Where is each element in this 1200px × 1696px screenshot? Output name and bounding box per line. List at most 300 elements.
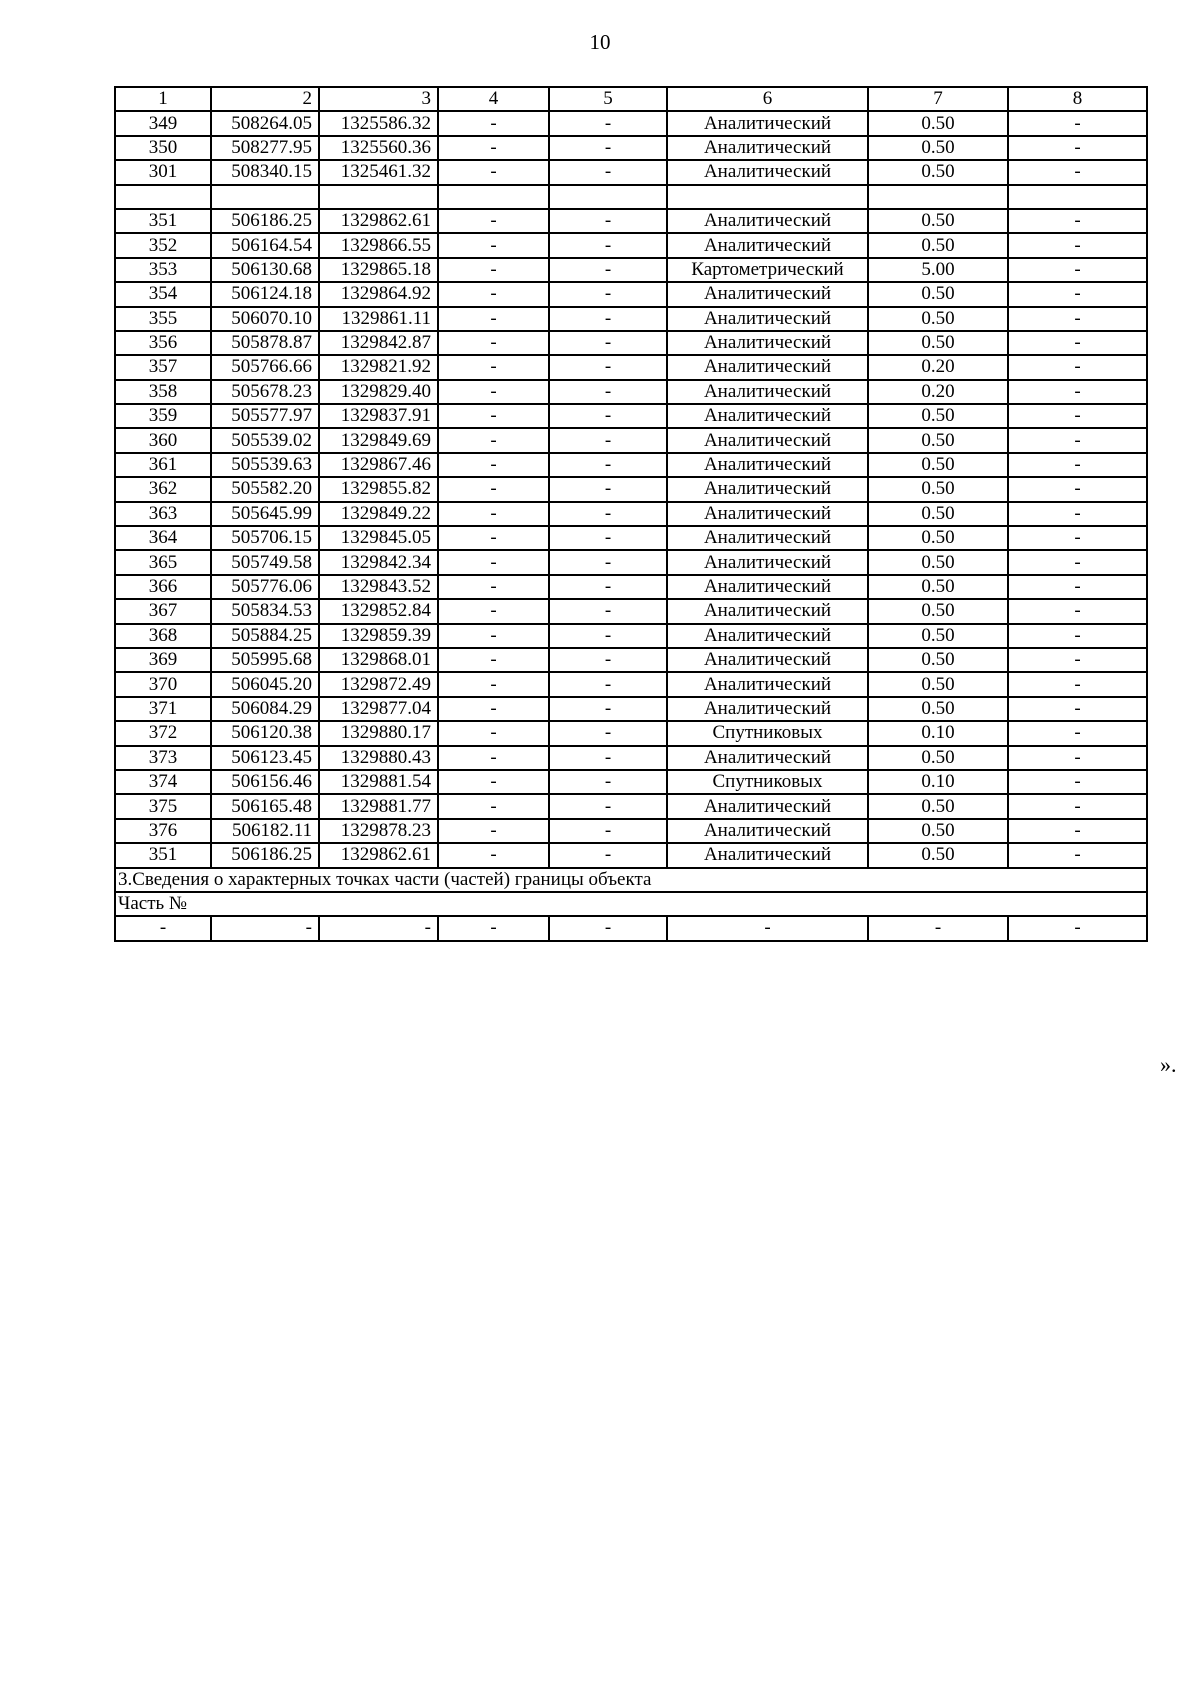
table-cell-col-5: - [549, 916, 667, 940]
table-cell-col-1: 359 [115, 404, 211, 428]
table-cell-col-1: 354 [115, 282, 211, 306]
table-row [115, 258, 1147, 282]
table-cell-col-4: - [438, 575, 549, 599]
table-cell-col-1: 366 [115, 575, 211, 599]
table-cell-col-2: 505878.87 [211, 331, 319, 355]
table-cell-col-3: 1325560.36 [319, 136, 438, 160]
table-cell-col-3: 1329868.01 [319, 648, 438, 672]
table-cell-col-8: - [1008, 697, 1147, 721]
table-cell-col-7: 0.50 [868, 428, 1008, 452]
table-cell-col-7: 0.50 [868, 404, 1008, 428]
table-cell-col-2: 506186.25 [211, 209, 319, 233]
table-cell-col-8: - [1008, 916, 1147, 940]
table-cell-col-5: - [549, 404, 667, 428]
table-cell-col-4: - [438, 916, 549, 940]
table-cell-col-8: - [1008, 624, 1147, 648]
table-cell-col-3: 1329865.18 [319, 258, 438, 282]
table-cell-col-6: Аналитический [667, 380, 868, 404]
table-cell-col-6: Аналитический [667, 819, 868, 843]
table-cell-col-3: 1329829.40 [319, 380, 438, 404]
table-cell-col-6: - [667, 916, 868, 940]
table-cell-col-5: - [549, 233, 667, 257]
table-cell-col-6: Аналитический [667, 599, 868, 623]
table-cell-col-4: - [438, 111, 549, 135]
table-cell-col-3: 1329862.61 [319, 209, 438, 233]
table-cell-col-7: 0.50 [868, 160, 1008, 184]
table-cell-col-2: 506123.45 [211, 746, 319, 770]
table-cell-col-4: - [438, 697, 549, 721]
table-cell-empty [319, 185, 438, 209]
table-cell-col-8: - [1008, 526, 1147, 550]
table-cell-col-5: - [549, 648, 667, 672]
table-cell-col-7: 0.50 [868, 209, 1008, 233]
table-cell-col-5: - [549, 599, 667, 623]
table-cell-empty [868, 185, 1008, 209]
table-cell-col-5: - [549, 209, 667, 233]
table-cell-col-1: 349 [115, 111, 211, 135]
table-cell-col-4: - [438, 526, 549, 550]
table-row [115, 648, 1147, 672]
table-cell-col-8: - [1008, 843, 1147, 867]
table-cell-col-8: - [1008, 648, 1147, 672]
table-cell-col-8: - [1008, 672, 1147, 696]
table-cell-col-2: 506164.54 [211, 233, 319, 257]
table-cell-col-7: 0.10 [868, 770, 1008, 794]
table-cell-col-7: 0.50 [868, 819, 1008, 843]
table-cell-col-8: - [1008, 819, 1147, 843]
table-cell-col-8: - [1008, 209, 1147, 233]
table-cell-col-4: 4 [438, 87, 549, 111]
table-cell-col-5: - [549, 160, 667, 184]
table-cell-col-8: - [1008, 428, 1147, 452]
section-title-row [115, 868, 1147, 892]
table-cell-col-4: - [438, 453, 549, 477]
table-cell-col-7: 0.50 [868, 575, 1008, 599]
table-row [115, 380, 1147, 404]
table-cell-col-5: - [549, 672, 667, 696]
table-cell-col-1: 371 [115, 697, 211, 721]
table-cell-col-2: 2 [211, 87, 319, 111]
table-row [115, 404, 1147, 428]
table-cell-col-1: 368 [115, 624, 211, 648]
table-cell-col-2: 506186.25 [211, 843, 319, 867]
table-cell-col-2: 505582.20 [211, 477, 319, 501]
table-cell-col-2: - [211, 916, 319, 940]
table-cell-col-6: Аналитический [667, 453, 868, 477]
table-cell-col-4: - [438, 477, 549, 501]
table-cell-col-2: 505539.02 [211, 428, 319, 452]
table-cell-col-7: 0.50 [868, 282, 1008, 306]
table-cell-col-8: - [1008, 307, 1147, 331]
table-cell-col-7: 0.50 [868, 111, 1008, 135]
table-cell-col-1: - [115, 916, 211, 940]
table-cell-col-4: - [438, 404, 549, 428]
table-cell-col-7: 0.20 [868, 355, 1008, 379]
table-cell-col-7: 0.10 [868, 721, 1008, 745]
table-cell-col-2: 506182.11 [211, 819, 319, 843]
table-row [115, 819, 1147, 843]
table-cell-col-5: - [549, 453, 667, 477]
table-row [115, 282, 1147, 306]
table-cell-col-5: - [549, 550, 667, 574]
table-cell-col-2: 505884.25 [211, 624, 319, 648]
table-cell-col-3: 1329877.04 [319, 697, 438, 721]
table-cell-col-5: - [549, 258, 667, 282]
table-cell-col-3: 1329880.43 [319, 746, 438, 770]
table-cell-col-3: 1325461.32 [319, 160, 438, 184]
table-cell-col-4: - [438, 209, 549, 233]
table-cell-col-2: 505834.53 [211, 599, 319, 623]
table-cell-col-8: - [1008, 550, 1147, 574]
table-cell-col-7: 7 [868, 87, 1008, 111]
table-cell-col-3: 1329861.11 [319, 307, 438, 331]
page-number: 10 [589, 30, 611, 54]
table-cell-col-1: 365 [115, 550, 211, 574]
table-cell-col-8: - [1008, 721, 1147, 745]
table-row [115, 453, 1147, 477]
table-cell-col-3: 1329881.77 [319, 794, 438, 818]
table-row [115, 672, 1147, 696]
table-cell-empty [211, 185, 319, 209]
table-cell-col-4: - [438, 502, 549, 526]
table-cell-col-3: 3 [319, 87, 438, 111]
coordinates-table [114, 86, 1148, 942]
table-body [115, 87, 1147, 941]
table-cell-col-6: Аналитический [667, 209, 868, 233]
table-cell-col-1: 301 [115, 160, 211, 184]
table-cell-col-4: - [438, 428, 549, 452]
table-cell-col-1: 355 [115, 307, 211, 331]
table-cell-col-5: - [549, 721, 667, 745]
table-cell-col-5: - [549, 575, 667, 599]
table-cell-col-1: 352 [115, 233, 211, 257]
table-cell-col-4: - [438, 380, 549, 404]
table-cell-col-8: - [1008, 331, 1147, 355]
table-empty-row [115, 185, 1147, 209]
table-cell-col-7: 0.50 [868, 746, 1008, 770]
table-cell-col-6: Аналитический [667, 160, 868, 184]
table-cell-col-6: Спутниковых [667, 721, 868, 745]
table-cell-col-1: 369 [115, 648, 211, 672]
table-cell-col-5: - [549, 697, 667, 721]
table-cell-col-3: 1329872.49 [319, 672, 438, 696]
table-cell-col-7: 0.50 [868, 648, 1008, 672]
table-cell-empty [1008, 185, 1147, 209]
table-cell-col-6: Аналитический [667, 477, 868, 501]
section-title: 3.Сведения о характерных точках части (частей) границы объекта [115, 868, 1147, 892]
table-cell-col-6: Аналитический [667, 526, 868, 550]
table-cell-col-6: Аналитический [667, 355, 868, 379]
table-cell-col-6: Аналитический [667, 672, 868, 696]
table-row [115, 624, 1147, 648]
table-cell-col-6: Аналитический [667, 233, 868, 257]
table-cell-col-2: 506130.68 [211, 258, 319, 282]
table-cell-col-5: - [549, 770, 667, 794]
table-row [115, 599, 1147, 623]
table-cell-col-5: - [549, 477, 667, 501]
table-cell-col-6: Аналитический [667, 307, 868, 331]
table-cell-col-6: Аналитический [667, 502, 868, 526]
table-cell-col-6: Аналитический [667, 843, 868, 867]
table-cell-col-3: 1329880.17 [319, 721, 438, 745]
table-cell-col-2: 506084.29 [211, 697, 319, 721]
table-cell-col-1: 350 [115, 136, 211, 160]
table-row-empty-part [115, 916, 1147, 940]
table-cell-col-3: 1329878.23 [319, 819, 438, 843]
table-cell-col-8: - [1008, 258, 1147, 282]
table-cell-col-1: 351 [115, 843, 211, 867]
table-cell-col-6: Спутниковых [667, 770, 868, 794]
table-cell-col-5: 5 [549, 87, 667, 111]
table-cell-col-6: Аналитический [667, 794, 868, 818]
table-cell-col-6: Аналитический [667, 550, 868, 574]
table-cell-col-1: 1 [115, 87, 211, 111]
table-cell-col-2: 505766.66 [211, 355, 319, 379]
table-cell-col-8: - [1008, 380, 1147, 404]
table-cell-col-2: 508264.05 [211, 111, 319, 135]
table-cell-col-1: 372 [115, 721, 211, 745]
table-cell-empty [549, 185, 667, 209]
table-row [115, 502, 1147, 526]
table-cell-col-1: 353 [115, 258, 211, 282]
table-cell-col-8: 8 [1008, 87, 1147, 111]
table-cell-col-5: - [549, 502, 667, 526]
table-row [115, 428, 1147, 452]
table-cell-col-7: 0.50 [868, 599, 1008, 623]
table-row [115, 233, 1147, 257]
table-cell-col-4: - [438, 843, 549, 867]
table-cell-col-3: 1329842.34 [319, 550, 438, 574]
table-cell-col-6: Аналитический [667, 648, 868, 672]
table-cell-col-6: Аналитический [667, 575, 868, 599]
table-cell-col-2: 505577.97 [211, 404, 319, 428]
table-cell-col-4: - [438, 355, 549, 379]
table-cell-col-8: - [1008, 477, 1147, 501]
table-cell-col-4: - [438, 307, 549, 331]
table-cell-col-8: - [1008, 282, 1147, 306]
table-cell-col-4: - [438, 282, 549, 306]
table-row [115, 526, 1147, 550]
table-cell-col-4: - [438, 599, 549, 623]
table-cell-col-8: - [1008, 453, 1147, 477]
table-cell-col-5: - [549, 282, 667, 306]
part-label: Часть № [115, 892, 1147, 916]
table-cell-col-8: - [1008, 575, 1147, 599]
table-cell-col-3: 1329837.91 [319, 404, 438, 428]
table-cell-col-4: - [438, 770, 549, 794]
table-cell-col-3: 1329881.54 [319, 770, 438, 794]
table-cell-col-5: - [549, 380, 667, 404]
table-cell-col-7: 0.50 [868, 136, 1008, 160]
table-cell-col-7: 0.50 [868, 331, 1008, 355]
table-cell-col-4: - [438, 258, 549, 282]
table-cell-col-2: 506045.20 [211, 672, 319, 696]
table-cell-col-3: 1329849.22 [319, 502, 438, 526]
table-cell-col-5: - [549, 843, 667, 867]
table-row [115, 307, 1147, 331]
table-cell-col-8: - [1008, 770, 1147, 794]
table-row [115, 111, 1147, 135]
table-row [115, 355, 1147, 379]
table-cell-col-2: 505995.68 [211, 648, 319, 672]
table-cell-col-2: 506120.38 [211, 721, 319, 745]
table-cell-col-2: 505539.63 [211, 453, 319, 477]
table-cell-col-3: 1329849.69 [319, 428, 438, 452]
table-cell-col-1: 351 [115, 209, 211, 233]
table-cell-col-5: - [549, 428, 667, 452]
table-cell-col-1: 375 [115, 794, 211, 818]
table-cell-col-4: - [438, 648, 549, 672]
table-cell-col-6: 6 [667, 87, 868, 111]
table-cell-col-1: 367 [115, 599, 211, 623]
closing-quote: ». [1160, 1052, 1177, 1077]
table-row [115, 697, 1147, 721]
table-cell-col-3: - [319, 916, 438, 940]
table-cell-col-8: - [1008, 502, 1147, 526]
table-cell-col-7: - [868, 916, 1008, 940]
table-cell-col-8: - [1008, 111, 1147, 135]
table-row [115, 160, 1147, 184]
table-cell-col-2: 508277.95 [211, 136, 319, 160]
table-cell-col-5: - [549, 624, 667, 648]
table-cell-col-3: 1325586.32 [319, 111, 438, 135]
table-cell-col-3: 1329864.92 [319, 282, 438, 306]
table-cell-col-6: Аналитический [667, 282, 868, 306]
table-cell-col-8: - [1008, 136, 1147, 160]
table-row [115, 746, 1147, 770]
table-cell-empty [115, 185, 211, 209]
table-cell-col-7: 0.50 [868, 624, 1008, 648]
table-row [115, 550, 1147, 574]
table-cell-col-1: 356 [115, 331, 211, 355]
table-cell-col-7: 0.50 [868, 697, 1008, 721]
table-cell-col-1: 362 [115, 477, 211, 501]
table-cell-col-8: - [1008, 794, 1147, 818]
table-cell-col-6: Аналитический [667, 331, 868, 355]
table-row [115, 136, 1147, 160]
table-cell-col-1: 363 [115, 502, 211, 526]
table-cell-col-6: Аналитический [667, 624, 868, 648]
table-cell-col-1: 358 [115, 380, 211, 404]
table-cell-col-4: - [438, 624, 549, 648]
table-cell-col-8: - [1008, 233, 1147, 257]
table-cell-col-4: - [438, 233, 549, 257]
table-cell-col-4: - [438, 746, 549, 770]
table-cell-col-1: 370 [115, 672, 211, 696]
table-cell-col-2: 508340.15 [211, 160, 319, 184]
part-label-row [115, 892, 1147, 916]
table-cell-col-1: 373 [115, 746, 211, 770]
table-row [115, 477, 1147, 501]
table-header-row [115, 87, 1147, 111]
table-cell-col-4: - [438, 136, 549, 160]
table-cell-col-7: 0.50 [868, 550, 1008, 574]
table-row [115, 721, 1147, 745]
table-cell-col-5: - [549, 136, 667, 160]
table-cell-col-1: 364 [115, 526, 211, 550]
table-cell-col-7: 5.00 [868, 258, 1008, 282]
table-cell-col-1: 361 [115, 453, 211, 477]
table-cell-col-3: 1329845.05 [319, 526, 438, 550]
table-cell-col-4: - [438, 160, 549, 184]
table-cell-col-8: - [1008, 599, 1147, 623]
table-cell-col-3: 1329843.52 [319, 575, 438, 599]
table-cell-col-7: 0.50 [868, 233, 1008, 257]
table-cell-col-3: 1329855.82 [319, 477, 438, 501]
table-cell-col-1: 360 [115, 428, 211, 452]
table-cell-col-2: 505776.06 [211, 575, 319, 599]
table-cell-col-2: 505749.58 [211, 550, 319, 574]
table-cell-col-8: - [1008, 355, 1147, 379]
table-cell-col-4: - [438, 721, 549, 745]
table-cell-col-7: 0.50 [868, 526, 1008, 550]
table-cell-col-5: - [549, 794, 667, 818]
table-cell-col-2: 506124.18 [211, 282, 319, 306]
table-cell-empty [438, 185, 549, 209]
table-cell-col-1: 376 [115, 819, 211, 843]
table-cell-col-7: 0.50 [868, 307, 1008, 331]
table-cell-col-6: Аналитический [667, 136, 868, 160]
table-cell-col-1: 374 [115, 770, 211, 794]
table-cell-col-6: Аналитический [667, 697, 868, 721]
table-cell-col-5: - [549, 355, 667, 379]
table-row [115, 575, 1147, 599]
table-cell-col-6: Аналитический [667, 746, 868, 770]
table-cell-col-2: 506070.10 [211, 307, 319, 331]
table-cell-col-7: 0.50 [868, 453, 1008, 477]
table-cell-col-7: 0.50 [868, 672, 1008, 696]
table-cell-col-3: 1329866.55 [319, 233, 438, 257]
table-row [115, 331, 1147, 355]
table-cell-col-4: - [438, 550, 549, 574]
table-cell-col-6: Аналитический [667, 404, 868, 428]
table-row [115, 794, 1147, 818]
table-cell-col-6: Аналитический [667, 111, 868, 135]
table-cell-col-3: 1329852.84 [319, 599, 438, 623]
table-cell-col-2: 506156.46 [211, 770, 319, 794]
table-cell-col-3: 1329862.61 [319, 843, 438, 867]
table-cell-col-5: - [549, 746, 667, 770]
table-cell-col-6: Картометрический [667, 258, 868, 282]
table-cell-col-3: 1329842.87 [319, 331, 438, 355]
table-cell-col-7: 0.50 [868, 477, 1008, 501]
table-cell-col-5: - [549, 331, 667, 355]
table-cell-col-3: 1329821.92 [319, 355, 438, 379]
table-row [115, 843, 1147, 867]
table-row [115, 770, 1147, 794]
table-cell-col-2: 505645.99 [211, 502, 319, 526]
table-cell-col-7: 0.20 [868, 380, 1008, 404]
table-cell-col-3: 1329859.39 [319, 624, 438, 648]
table-cell-col-4: - [438, 819, 549, 843]
table-cell-empty [667, 185, 868, 209]
table-cell-col-4: - [438, 672, 549, 696]
table-cell-col-5: - [549, 307, 667, 331]
table-cell-col-1: 357 [115, 355, 211, 379]
table-cell-col-7: 0.50 [868, 502, 1008, 526]
table-cell-col-5: - [549, 111, 667, 135]
table-cell-col-2: 505706.15 [211, 526, 319, 550]
table-cell-col-8: - [1008, 160, 1147, 184]
table-row [115, 209, 1147, 233]
table-cell-col-7: 0.50 [868, 843, 1008, 867]
table-cell-col-4: - [438, 794, 549, 818]
table-cell-col-8: - [1008, 404, 1147, 428]
table-cell-col-3: 1329867.46 [319, 453, 438, 477]
table-cell-col-5: - [549, 819, 667, 843]
table-cell-col-8: - [1008, 746, 1147, 770]
table-cell-col-2: 506165.48 [211, 794, 319, 818]
